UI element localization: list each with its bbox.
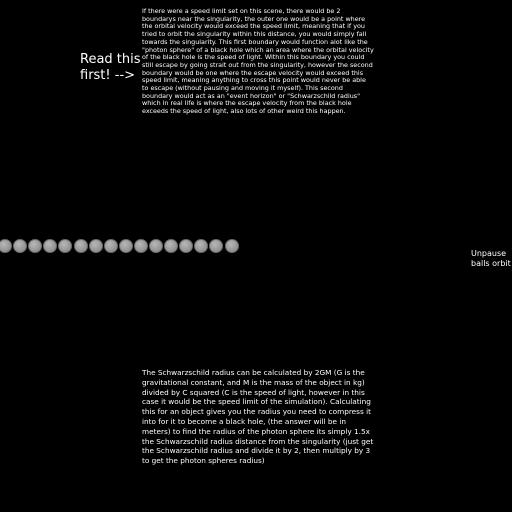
ball[interactable] [134,239,148,253]
ball[interactable] [43,239,57,253]
ball[interactable] [119,239,133,253]
ball[interactable] [28,239,42,253]
ball[interactable] [194,239,208,253]
ball[interactable] [149,239,163,253]
ball[interactable] [13,239,27,253]
ball[interactable] [209,239,223,253]
ball[interactable] [104,239,118,253]
unpause-hint-label: Unpause balls orbit [471,249,511,268]
schwarzschild-formula-text: The Schwarzschild radius can be calculated by 2GM (G is the gravitational constant, and M is the mass of the object in kg) divided by C squared (C is the speed of light, however in this case it would be the speed limit of the simulation). Calculating this for an object gives you the radius you need to compress it into for it to become a black hole, (the answer will be in meters) to find the radius of the photon sphere its simply 1.5x the Schwarzschild radius distance from the singularity (just get the Schwarzschild radius and divide it by 2, then multiply by 3 to get the photon spheres radius) [142,368,374,466]
ball[interactable] [74,239,88,253]
ball[interactable] [89,239,103,253]
ball[interactable] [58,239,72,253]
ball[interactable] [164,239,178,253]
ball[interactable] [225,239,239,253]
ball[interactable] [0,239,12,253]
ball[interactable] [179,239,193,253]
ball-row [0,239,246,254]
photon-sphere-explanation-text: If there were a speed limit set on this scene, there would be 2 boundarys near the singularity, the outer one would be a point where the orbital velocity would exceed the speed limit, meaning that if you tried to orbit the singularity within this distance, you would simply fall towards the singularity. This first boundary would function alot like the "photon sphere" of a black hole which an area where the orbital velocity of the black hole is the speed of light. Within this boundary you could still escape by going strait out from the singularity, however the second boundary would be one where the escape velocity would exceed this speed limit, meaning anything to cross this point would never be able to escape (without pausing and moving it myself). This second boundary would act as an "event horizon" or "Schwarzschild radius" which in real life is where the escape velocity from the black hole exceeds the speed of light, also lots of other weird this happen. [142,7,374,116]
read-this-first-label: Read this first! --> [80,52,141,83]
